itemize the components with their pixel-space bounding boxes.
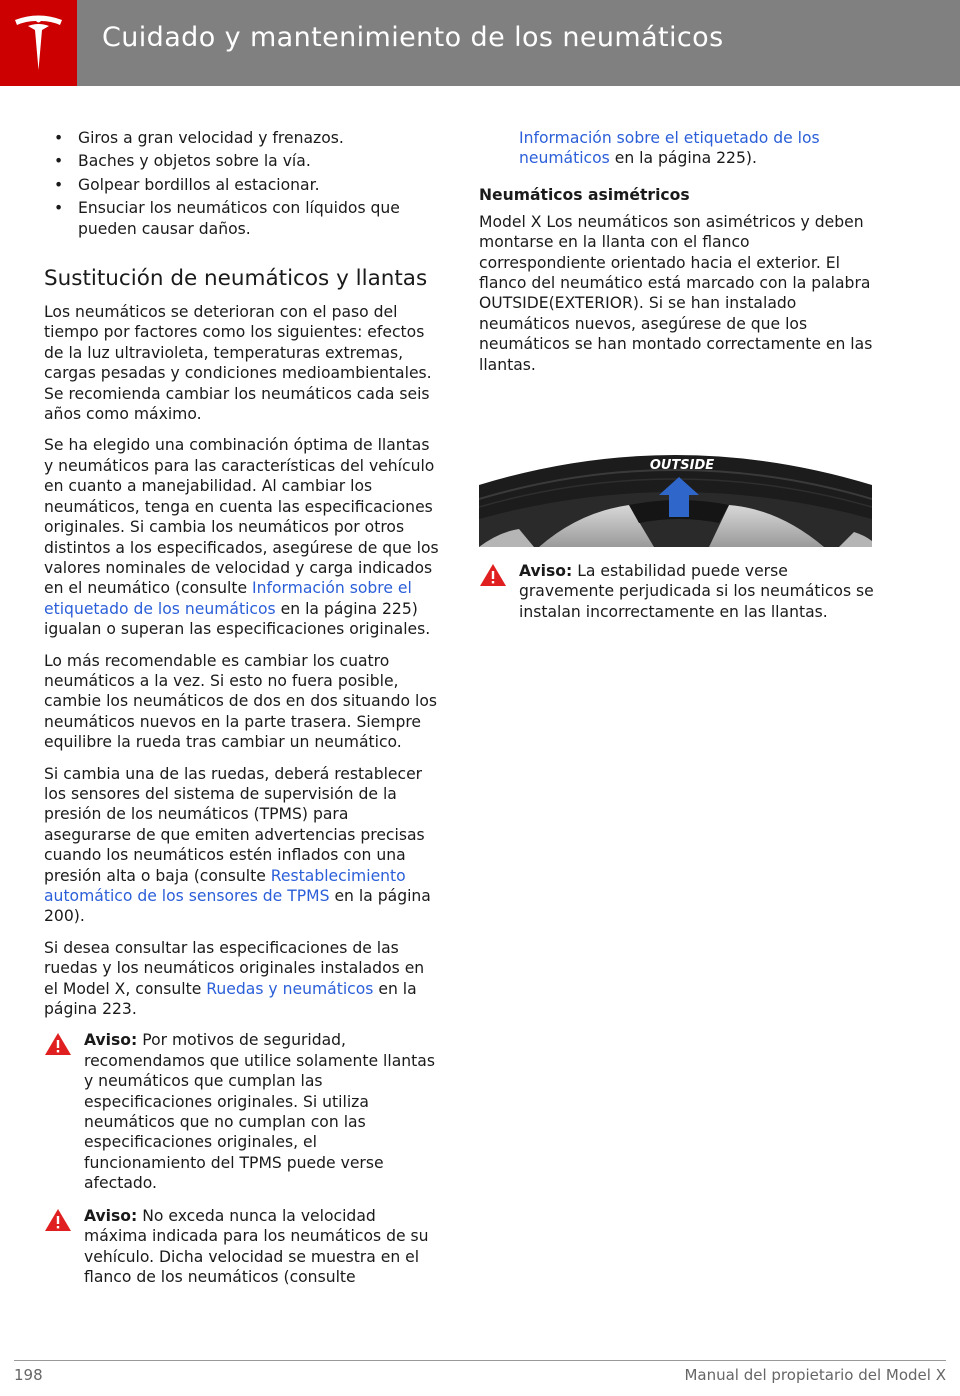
page-title: Cuidado y mantenimiento de los neumáticos [102,22,724,53]
list-item: • Giros a gran velocidad y frenazos. [54,129,344,147]
paragraph: Los neumáticos se deterioran con el paso del tiempo por factores como los siguientes: efectos de la luz ultravioleta, temperaturas extremas, cargas pesadas y condiciones medioambientales. Se recomienda cambiar los neumáticos cada seis años como máximo. [44,303,432,424]
warning-label: Aviso: [84,1031,138,1050]
link-tire-labeling[interactable]: Información sobre el etiquetado de los neumáticos [44,579,412,618]
paragraph: Si desea consultar las especificaciones de las ruedas y los neumáticos originales instalados en el Model X, consulte Ruedas y neumáticos en la página 223. [44,938,425,1019]
paragraph: Se ha elegido una combinación óptima de llantas y neumáticos para las características del vehículo en cuanto a manejabilidad. Al cambiar los neumáticos, tenga en cuenta las especificaciones originales. Si cambia los neumáticos por otros distintos a los especificados, asegúrese de que los valores nominales de velocidad y carga indicados en el neumático (consulte Información sobre el etiquetado de los neumáticos en la página 225) igualan o superan las especificaciones originales. [44,436,439,639]
section-title: Sustitución de neumáticos y llantas [44,266,428,292]
link-tire-labeling[interactable]: Información sobre el etiquetado de los neumáticos [519,129,820,168]
warning-block: Aviso: La estabilidad puede verse gravemente perjudicada si los neumáticos se instalan incorrectamente en las llantas. [479,561,874,622]
link-wheels-tires[interactable]: Ruedas y neumáticos [206,979,374,998]
subsection-title: Neumáticos asimétricos [479,185,690,204]
warning-icon [44,1208,72,1232]
paragraph: Lo más recomendable es cambiar los cuatro neumáticos a la vez. Si esto no fuera posible, cambie los neumáticos de dos en dos situando los neumáticos nuevos en la parte trasera. Siempre equilibre la rueda tras cambiar un neumático. [44,651,438,752]
warning-label: Aviso: [84,1206,138,1225]
paragraph: Información sobre el etiquetado de los neumáticos en la página 225). [519,129,820,168]
list-item: • Ensuciar los neumáticos con líquidos que pueden causar daños. [54,199,400,238]
paragraph: Model X Los neumáticos son asimétricos y deben montarse en la llanta con el flanco correspondiente orientado hacia el exterior. El flanco del neumático está marcado con la palabra OUTSIDE(EXTERIOR). Si se han instalado neumáticos nuevos, asegúrese de que los neumáticos se han montado correctamente en las llantas. [479,212,873,374]
warning-label: Aviso: [519,562,573,581]
manual-title: Manual del propietario del Model X [684,1366,946,1384]
paragraph: Si cambia una de las ruedas, deberá restablecer los sensores del sistema de supervisión de la presión de los neumáticos (TPMS) para asegurarse de que emiten advertencias precisas cuando los neumáticos estén inflados con una presión alta o baja (consulte Restablecimiento automático de los sensores de TPMS en la página 200). [44,764,431,926]
warning-block: Aviso: Por motivos de seguridad, recomendamos que utilice solamente llantas y neumáticos que cumplan las especificaciones originales. Si utiliza neumáticos que no cumplan con las especificaciones originales, el funcionamiento del TPMS puede verse afectado. [44,1030,439,1193]
bullet-list [44,128,439,239]
footer-divider [14,1360,946,1361]
right-column [479,128,874,634]
figure-label: OUTSIDE [649,458,715,474]
tesla-logo-icon [11,12,66,74]
list-item: • Baches y objetos sobre la vía. [54,152,311,171]
warning-block: Aviso: No exceda nunca la velocidad máxima indicada para los neumáticos de su vehículo. Dicha velocidad se muestra en el flanco de los neumáticos (consulte [44,1206,439,1288]
warning-icon [44,1032,72,1056]
tire-outside-figure [479,437,872,547]
link-tpms-reset[interactable]: Restablecimiento automático de los sensores de TPMS [44,866,406,905]
tesla-logo [0,0,77,86]
page-header [0,0,960,86]
left-column [44,128,439,1299]
warning-icon [479,563,507,587]
list-item: • Golpear bordillos al estacionar. [54,175,320,194]
page-number: 198 [14,1366,43,1384]
